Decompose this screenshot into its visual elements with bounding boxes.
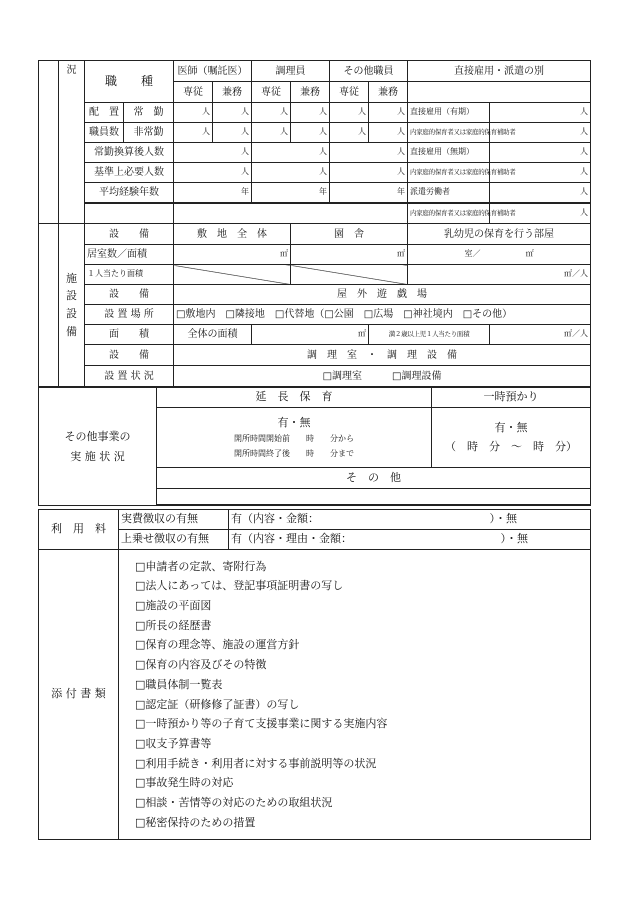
per-child-label: 満２歳以上児１人当たり面積 bbox=[369, 325, 490, 345]
facility-side-label: 施 設 設 備 bbox=[59, 224, 85, 387]
extra-fee-label: 上乗せ徴収の有無 bbox=[119, 530, 229, 550]
employment-row-label: 内家庭的保育者又は家庭的保育補助者 bbox=[408, 123, 490, 143]
attachment-item[interactable]: □一時預かり等の子育て支援事業に関する実施内容 bbox=[135, 717, 388, 731]
unit-cell: 人 bbox=[174, 123, 213, 143]
unit-cell: 人 bbox=[252, 163, 330, 183]
fee-label: 利 用 料 bbox=[39, 510, 119, 550]
unit-cell: 人 bbox=[174, 143, 252, 163]
required-label: 基準上必要人数 bbox=[85, 163, 174, 183]
unit-cell: 人 bbox=[291, 123, 330, 143]
attachment-item[interactable]: □利用手続き・利用者に対する事前説明等の状況 bbox=[135, 756, 377, 770]
unit-cell: 人 bbox=[490, 163, 591, 183]
attachments-list bbox=[119, 550, 591, 840]
unit-cell: ㎡／人 bbox=[490, 325, 591, 345]
attachment-item[interactable]: □事故発生時の対応 bbox=[135, 776, 234, 790]
attachment-item[interactable]: □保育の内容及びその特徴 bbox=[135, 658, 267, 672]
employment-row-label: 直接雇用（有期） bbox=[408, 103, 490, 123]
per-capita-label: １人当たり面積 bbox=[85, 265, 174, 285]
extended-care-cell: 有・無 開所時間開始前 時 分から 開所時間終了後 時 分まで bbox=[157, 408, 432, 468]
other-projects-label: その他事業の 実 施 状 況 bbox=[39, 388, 157, 506]
extra-fee-value[interactable]: 有（内容・理由・金額： ）・無 bbox=[229, 530, 591, 550]
col-employment: 直接雇用・派遣の別 bbox=[408, 61, 591, 82]
staff-facility-table bbox=[38, 60, 591, 387]
form-page bbox=[38, 60, 590, 840]
unit-cell: 人 bbox=[174, 103, 213, 123]
sub-label: 専従 bbox=[330, 82, 369, 103]
kitchen-options[interactable]: □調理室 □調理設備 bbox=[174, 366, 591, 387]
unit-cell: ㎡ bbox=[252, 325, 369, 345]
parttime-label: 非常勤 bbox=[124, 123, 174, 143]
unit-cell: ㎡／人 bbox=[408, 265, 591, 285]
employment-row-label: 直接雇用（無期） bbox=[408, 143, 490, 163]
attachment-item[interactable]: □相談・苦情等の対応のための取組状況 bbox=[135, 796, 333, 810]
unit-cell: 人 bbox=[490, 204, 591, 224]
actual-fee-label: 実費徴収の有無 bbox=[119, 510, 229, 530]
job-type-header: 職 種 bbox=[85, 61, 174, 103]
attachment-item[interactable]: □秘密保持のための措置 bbox=[135, 815, 256, 829]
temporary-care-header: 一時預かり bbox=[432, 388, 591, 408]
unit-cell: 人 bbox=[490, 123, 591, 143]
temporary-care-cell: 有・無 （ 時 分 ～ 時 分） bbox=[432, 408, 591, 468]
unit-cell: 年 bbox=[252, 183, 330, 203]
attachment-item[interactable]: □保育の理念等、施設の運営方針 bbox=[135, 638, 300, 652]
employment-row-label: 内家庭的保育者又は家庭的保育補助者 bbox=[408, 163, 490, 183]
unit-cell: 人 bbox=[369, 123, 408, 143]
temporary-yes-no[interactable]: 有・無 bbox=[494, 421, 528, 435]
col-other: その他職員 bbox=[330, 61, 408, 82]
unit-cell: 人 bbox=[252, 103, 291, 123]
status-label: 設 置 状 況 bbox=[85, 366, 174, 387]
unit-cell: 人 bbox=[490, 103, 591, 123]
diagonal-cell bbox=[174, 265, 291, 285]
unit-cell: 人 bbox=[330, 123, 369, 143]
unit-cell: 人 bbox=[252, 123, 291, 143]
diagonal-cell bbox=[291, 265, 408, 285]
fulltime-label: 常 勤 bbox=[124, 103, 174, 123]
avg-years-label: 平均経験年数 bbox=[85, 183, 174, 203]
actual-fee-value[interactable]: 有（内容・金額： ）・無 bbox=[229, 510, 591, 530]
unit-cell: 人 bbox=[490, 183, 591, 203]
attachment-item[interactable]: □認定証（研修修了証書）の写し bbox=[135, 697, 300, 711]
equipment-label: 設 備 bbox=[85, 345, 174, 366]
unit-cell: 人 bbox=[490, 143, 591, 163]
building-header: 園 舎 bbox=[291, 224, 408, 245]
sub-label: 兼務 bbox=[291, 82, 330, 103]
unit-cell: 人 bbox=[291, 103, 330, 123]
unit-cell: 人 bbox=[174, 163, 252, 183]
extended-care-header: 延 長 保 育 bbox=[157, 388, 432, 408]
area-label: 面 積 bbox=[85, 325, 174, 345]
status-side-label: 況 bbox=[59, 61, 85, 224]
misc-header: そ の 他 bbox=[157, 468, 591, 489]
unit-cell: 人 bbox=[213, 123, 252, 143]
col-doctor: 医師（嘱託医） bbox=[174, 61, 252, 82]
total-area-label: 全体の面積 bbox=[174, 325, 252, 345]
attachment-item[interactable]: □職員体制一覧表 bbox=[135, 677, 223, 691]
fte-label: 常勤換算後人数 bbox=[85, 143, 174, 163]
unit-cell: 年 bbox=[174, 183, 252, 203]
employment-row-label: 内家庭的保育者又は家庭的保育補助者 bbox=[408, 204, 490, 224]
unit-cell: 人 bbox=[213, 103, 252, 123]
attachment-item[interactable]: □収支予算書等 bbox=[135, 736, 212, 750]
unit-cell: 人 bbox=[330, 163, 408, 183]
unit-cell: 人 bbox=[252, 143, 330, 163]
equipment-label: 設 備 bbox=[85, 285, 174, 305]
location-options[interactable]: □敷地内 □隣接地 □代替地（□公園 □広場 □神社境内 □その他） bbox=[174, 305, 591, 325]
attachment-item[interactable]: □施設の平面図 bbox=[135, 598, 212, 612]
unit-cell: 人 bbox=[330, 143, 408, 163]
room-area-cell: 室／ ㎡ bbox=[408, 245, 591, 265]
sub-label: 専従 bbox=[174, 82, 213, 103]
unit-cell: 人 bbox=[330, 103, 369, 123]
employment-row-label: 派遣労働者 bbox=[408, 183, 490, 203]
attachment-item[interactable]: □所長の経歴書 bbox=[135, 618, 212, 632]
equipment-label: 設 備 bbox=[85, 224, 174, 245]
unit-cell: ㎡ bbox=[291, 245, 408, 265]
location-label: 設 置 場 所 bbox=[85, 305, 174, 325]
unit-cell: 年 bbox=[330, 183, 408, 203]
other-fee-attachment-table bbox=[38, 387, 591, 840]
col-cook: 調理員 bbox=[252, 61, 330, 82]
staff-count-label: 職員数 bbox=[85, 123, 124, 143]
kitchen-header: 調 理 室 ・ 調 理 設 備 bbox=[174, 345, 591, 366]
attachment-item[interactable]: □申請者の定款、寄附行為 bbox=[135, 559, 267, 573]
playground-header: 屋 外 遊 戯 場 bbox=[174, 285, 591, 305]
sub-label: 兼務 bbox=[369, 82, 408, 103]
site-total-header: 敷 地 全 体 bbox=[174, 224, 291, 245]
infant-room-header: 乳幼児の保育を行う部屋 bbox=[408, 224, 591, 245]
rooms-area-label: 居室数／面積 bbox=[85, 245, 174, 265]
unit-cell: 人 bbox=[369, 103, 408, 123]
attachments-label: 添 付 書 類 bbox=[39, 550, 119, 840]
placement-label: 配 置 bbox=[85, 103, 124, 123]
sub-label: 兼務 bbox=[213, 82, 252, 103]
sub-label: 専従 bbox=[252, 82, 291, 103]
misc-cell bbox=[157, 489, 591, 505]
attachment-item[interactable]: □法人にあっては、登記事項証明書の写し bbox=[135, 579, 344, 593]
unit-cell: ㎡ bbox=[174, 245, 291, 265]
extended-yes-no[interactable]: 有・無 bbox=[277, 415, 311, 429]
